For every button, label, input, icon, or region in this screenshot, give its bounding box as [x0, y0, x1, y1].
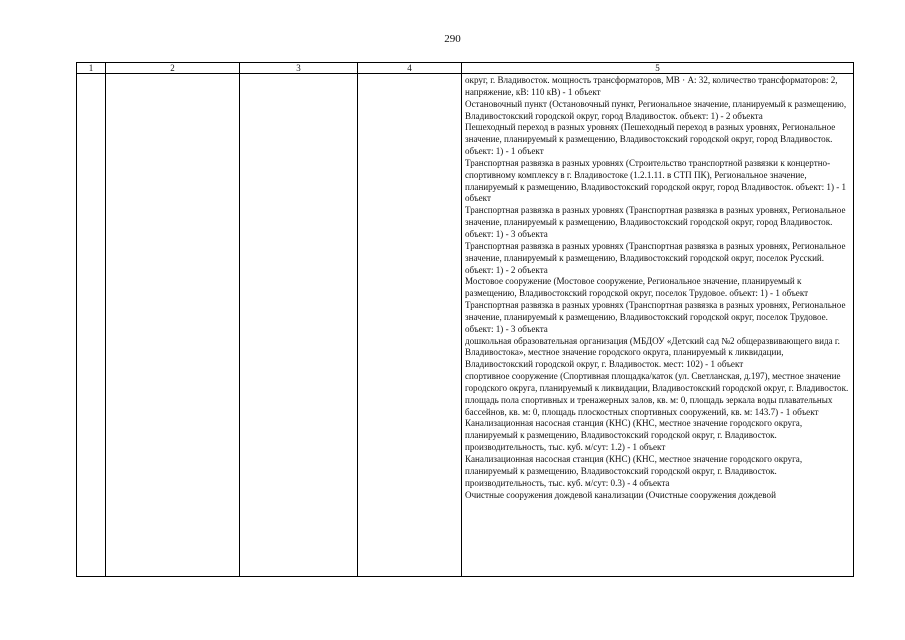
list-item: Транспортная развязка в разных уровнях (Транспортная развязка в разных уровнях, Региональное значение, планируемый к размещению, Владивостокский городской округ, поселок Трудовое. объект: 1) - 3 объекта: [465, 300, 846, 334]
list-item: спортивное сооружение (Спортивная площадка/каток (ул. Светланская, д.197), местное значение городского округа, планируемый к ликвидации, Владивостокский городской округ, г. Владивосток. площадь пола спортивных и тренажерных залов, кв. м: 0, площадь зеркала воды плавательных бассейнов, кв. м: 0, площадь плоскостных спортивных сооружений, кв. м: 143.7) - 1 объект: [465, 371, 849, 417]
column-header-1: 1: [77, 63, 106, 74]
list-item: Пешеходный переход в разных уровнях (Пешеходный переход в разных уровнях, Региональное значение, планируемый к размещению, Владивостокский городской округ, город Владивосток. объект: 1) - 1 объект: [465, 122, 836, 157]
list-item: Мостовое сооружение (Мостовое сооружение, Региональное значение, планируемый к размещению, Владивостокский городской округ, поселок Трудовое. объект: 1) - 1 объект: [465, 276, 809, 299]
cell-col-3: [240, 74, 358, 577]
header-row: [77, 63, 854, 74]
list-item: Транспортная развязка в разных уровнях (Строительство транспортной развязки к концертно-спортивному комплексу в г. Владивостоке (1.2.1.11. в СТП ПК), Региональное значение, планируемый к размещению, Владивостокский городской округ, город Владивосток. объект: 1) - 1 объект: [465, 157, 847, 204]
cell-col-2: [106, 74, 240, 577]
column-header-2: 2: [106, 63, 240, 74]
document-table: [76, 62, 854, 577]
column-header-5: 5: [462, 63, 854, 74]
list-item: дошкольная образовательная организация (МБДОУ «Детский сад №2 общеразвивающего вида г. Владивостока», местное значение городского округа, планируемый к ликвидации, Владивостокский городской округ, г. Владивосток. мест: 102) - 1 объект: [465, 335, 840, 370]
column-header-3: 3: [240, 63, 358, 74]
list-item: Остановочный пункт (Остановочный пункт, Региональное значение, планируемый к размещению, Владивостокский городской округ, город Владивосток. объект: 1) - 2 объекта: [465, 98, 847, 121]
list-item: Транспортная развязка в разных уровнях (Транспортная развязка в разных уровнях, Региональное значение, планируемый к размещению, Владивостокский городской округ, город Владивосток. объект: 1) - 3 объекта: [465, 205, 846, 239]
list-item: Канализационная насосная станция (КНС) (КНС, местное значение городского округа, планируемый к размещению, Владивостокский городской округ, г. Владивосток. производительность, тыс. куб. м/сут: 1.2) - 1 объект: [465, 418, 803, 453]
page-number: 290: [444, 33, 461, 45]
cell-col-4: [358, 74, 462, 577]
list-item: Очистные сооружения дождевой канализации (Очистные сооружения дождевой: [465, 489, 776, 500]
column-header-4: 4: [358, 63, 462, 74]
list-item: Транспортная развязка в разных уровнях (Транспортная развязка в разных уровнях, Региональное значение, планируемый к размещению, Владивостокский городской округ, поселок Русский. объект: 1) - 2 объекта: [465, 240, 846, 275]
list-item: Канализационная насосная станция (КНС) (КНС, местное значение городского округа, планируемый к размещению, Владивостокский городской округ, г. Владивосток. производительность, тыс. куб. м/сут: 0.3) - 4 объекта: [465, 454, 803, 488]
cell-col-1: [77, 74, 106, 577]
cell-col-5: [462, 74, 854, 577]
list-item: округ, г. Владивосток. мощность трансформаторов, МВ · А: 32, количество трансформаторов: 2, напряжение, кВ: 110 кВ) - 1 объект: [465, 75, 838, 97]
table-row: [77, 74, 854, 577]
